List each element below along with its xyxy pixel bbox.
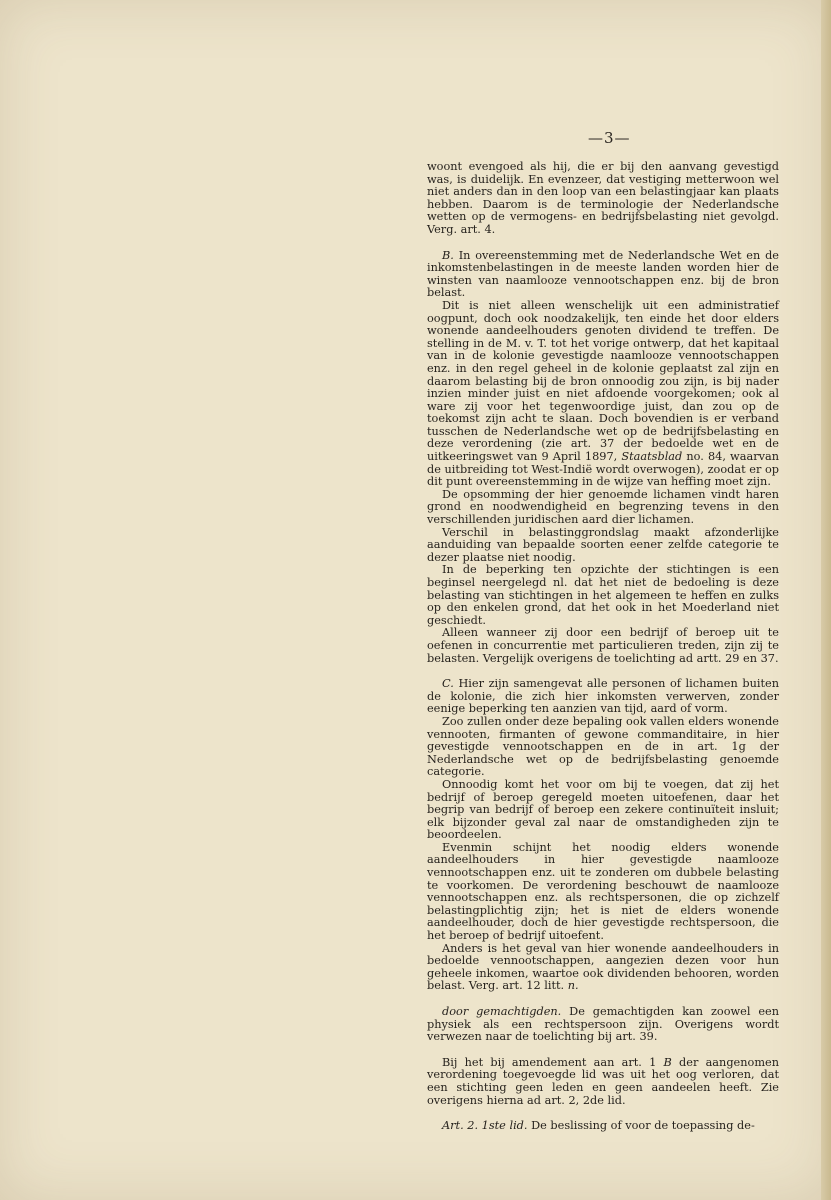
paragraph-15: Art. 2. 1ste lid. De beslissing of voor de toepassing de- (442, 1119, 755, 1133)
text-column (427, 161, 779, 1133)
paragraph-4: De opsomming der hier genoemde lichamen vindt haren grond en noodwendigheid en begrenzing tevens in den verschillenden juridischen aard dier lichamen. (427, 487, 779, 527)
paragraph-8: C. Hier zijn samengevat alle personen of lichamen buiten de kolonie, die zich hier inkomsten verwerven, zonder eenige beperking ten aanzien van tijd, aard of vorm. (427, 677, 779, 716)
paragraph-5: Verschil in belastinggrondslag maakt afzonderlijke aanduiding van bepaalde soorten eener zelfde categorie te dezer plaatse niet noodig. (427, 525, 779, 564)
paragraph-12: Anders is het geval van hier wonende aandeelhouders in bedoelde vennootschappen, aangezien dezen voor hun geheele inkomen, waartoe ook dividenden behooren, worden belast. Verg. art. 12 litt. n. (427, 941, 779, 993)
paragraph-11: Evenmin schijnt het noodig elders wonende aandeelhouders in hier gevestigde naamlooze vennootschappen enz. uit te zonderen om dubbele belasting te voorkomen. De verordening beschouwt de naamlooze vennootschappen enz. als rechtspersonen, die op zichzelf belastingplichtig zijn; het is niet de elders wonende aandeelhouder, doch de hier gevestigde rechtspersoon, die het beroep of bedrijf uitoefent. (427, 840, 779, 943)
page-number: —3— (588, 129, 631, 147)
paragraph-3: Dit is niet alleen wenschelijk uit een administratief oogpunt, doch ook noodzakelijk, ten einde het door elders wonende aandeelhouders genoten dividend te treffen. De stelling in de M. v. T. tot het vorige ontwerp, dat het kapitaal van in de kolonie gevestigde naamlooze vennootschappen enz. in den regel geheel in de kolonie geplaatst zal zijn en daarom belasting bij de bron onnoodig zou zijn, is bij nader inzien minder juist en niet afdoende voorgekomen; ook al ware zij voor het tegenwoordige juist, dan zou op de toekomst zijn acht te slaan. Doch bovendien is er verband tusschen de Nederlandsche wet op de bedrijfsbelasting en deze verordening (zie art. 37 der bedoelde wet en de uitkeeringswet van 9 April 1897, Staatsblad no. 84, waarvan de uitbreiding tot West-Indië wordt overwogen), zoodat er op dit punt overeenstemming in de wijze van heffing moet zijn. (427, 298, 779, 489)
paragraph-6: In de beperking ten opzichte der stichtingen is een beginsel neergelegd nl. dat het niet de bedoeling is deze belasting van stichtingen in het algemeen te heffen en zulks op den enkelen grond, dat het ook in het Moederland niet geschiedt. (427, 563, 779, 627)
page-edge (821, 0, 831, 1200)
paragraph-1: woont evengoed als hij, die er bij den aanvang gevestigd was, is duidelijk. En evenzeer, dat vestiging metterwoon wel niet anders dan in den loop van een belastingjaar kan plaats hebben. Daarom is de terminologie der Nederlandsche wetten op de vermogens- en bedrijfsbelasting niet gevolgd. Verg. art. 4. (427, 160, 779, 236)
paragraph-13: door gemachtigden. De gemachtigden kan zoowel een physiek als een rechtspersoon zijn. Overigens wordt verwezen naar de toelichting bij art. 39. (427, 1005, 779, 1044)
paragraph-9: Zoo zullen onder deze bepaling ook vallen elders wonende vennooten, firmanten of gewone commanditaire, in hier gevestigde vennootschappen en de in art. 1g der Nederlandsche wet op de bedrijfsbelasting genoemde categorie. (427, 714, 779, 779)
paragraph-14: Bij het bij amendement aan art. 1 B der aangenomen verordening toegevoegde lid was uit het oog verloren, dat een stichting geen leden en geen aandeelen heeft. Zie overigens hierna ad art. 2, 2de lid. (427, 1055, 779, 1107)
paragraph-10: Onnoodig komt het voor om bij te voegen, dat zij het bedrijf of beroep geregeld moeten uitoefenen, daar het begrip van bedrijf of beroep een zekere continuïteit insluit; elk bijzonder geval zal naar de omstandigheden zijn te beoordeelen. (427, 777, 779, 842)
paragraph-2: B. In overeenstemming met de Nederlandsche Wet en de inkomstenbelastingen in de meeste landen worden hier de winsten van naamlooze vennootschappen enz. bij de bron belast. (427, 248, 779, 300)
paragraph-7: Alleen wanneer zij door een bedrijf of beroep uit te oefenen in concurrentie met particulieren treden, zijn zij te belasten. Vergelijk overigens de toelichting ad artt. 29 en 37. (427, 626, 779, 665)
